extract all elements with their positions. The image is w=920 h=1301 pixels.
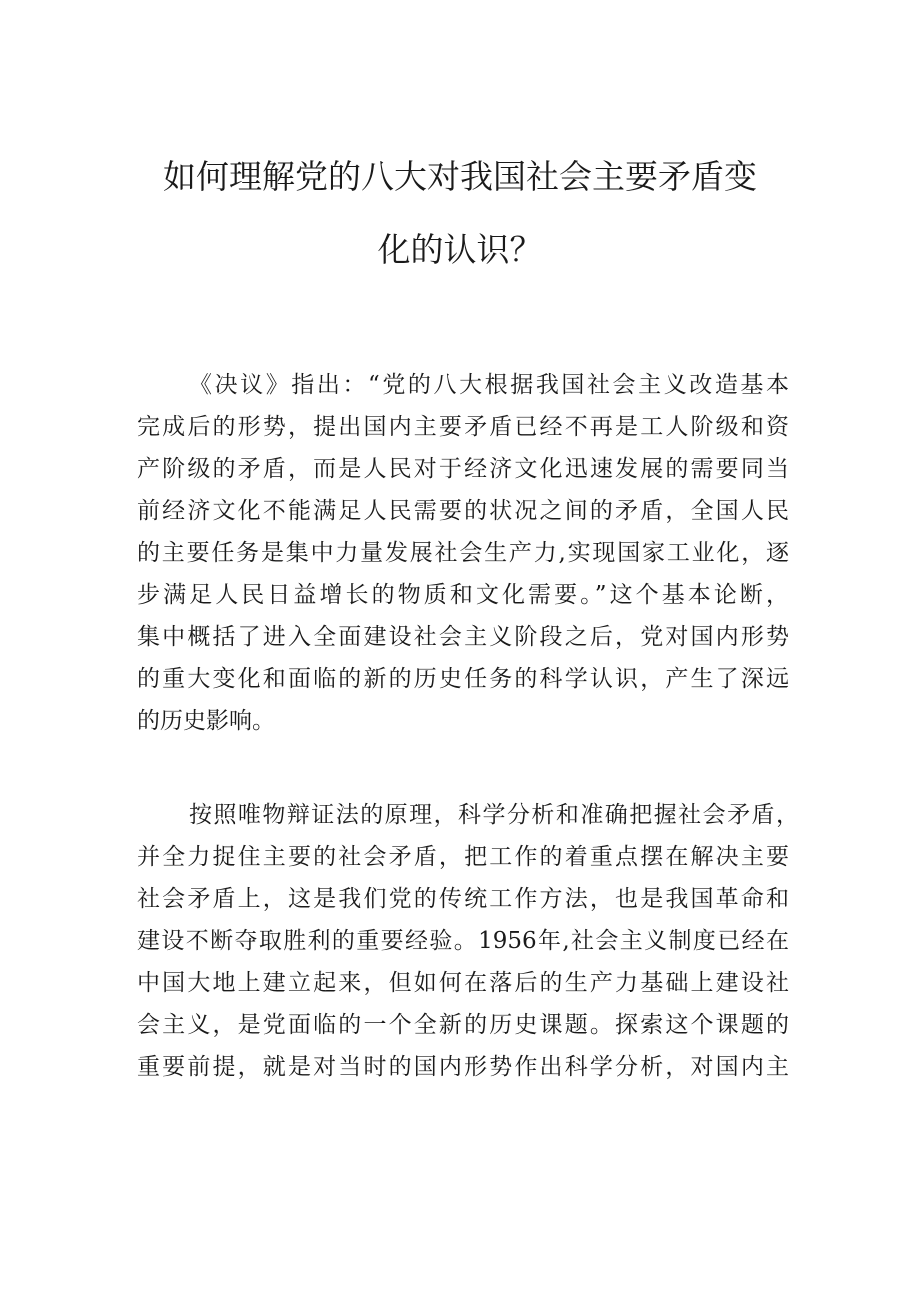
- paragraph-2-line: 中国大地上建立起来，但如何在落后的生产力基础上建设社: [137, 970, 789, 996]
- paragraph-1-line: 步满足人民日益增长的物质和文化需要。”这个基本论断，: [137, 582, 789, 608]
- document-title-line-1: 如何理解党的八大对我国社会主要矛盾变: [163, 157, 757, 196]
- paragraph-2-line: 会主义，是党面临的一个全新的历史课题。探索这个课题的: [137, 1012, 789, 1038]
- paragraph-1-line: 前经济文化不能满足人民需要的状况之间的矛盾，全国人民: [137, 498, 789, 524]
- paragraph-1-line: 的重大变化和面临的新的历史任务的科学认识，产生了深远: [137, 666, 789, 692]
- paragraph-2-line: 并全力捉住主要的社会矛盾，把工作的着重点摆在解决主要: [137, 844, 789, 870]
- paragraph-2-line: 建设不断夺取胜利的重要经验。1956年,社会主义制度已经在: [137, 928, 789, 954]
- paragraph-1-line: 的历史影响。: [137, 708, 275, 734]
- paragraph-1-line: 完成后的形势，提出国内主要矛盾已经不再是工人阶级和资: [137, 414, 789, 440]
- paragraph-1-line: 产阶级的矛盾，而是人民对于经济文化迅速发展的需要同当: [137, 456, 789, 482]
- paragraph-1-line: 《决议》指出：“党的八大根据我国社会主义改造基本: [189, 372, 789, 398]
- paragraph-1-line: 的主要任务是集中力量发展社会生产力,实现国家工业化，逐: [137, 540, 789, 566]
- paragraph-2-line: 重要前提，就是对当时的国内形势作出科学分析，对国内主: [137, 1054, 789, 1080]
- document-title-line-2: 化的认识？: [377, 230, 543, 269]
- paragraph-2-line: 社会矛盾上，这是我们党的传统工作方法，也是我国革命和: [137, 886, 789, 912]
- paragraph-2-line: 按照唯物辩证法的原理，科学分析和准确把握社会矛盾，: [189, 802, 799, 828]
- paragraph-1-line: 集中概括了进入全面建设社会主义阶段之后，党对国内形势: [137, 624, 789, 650]
